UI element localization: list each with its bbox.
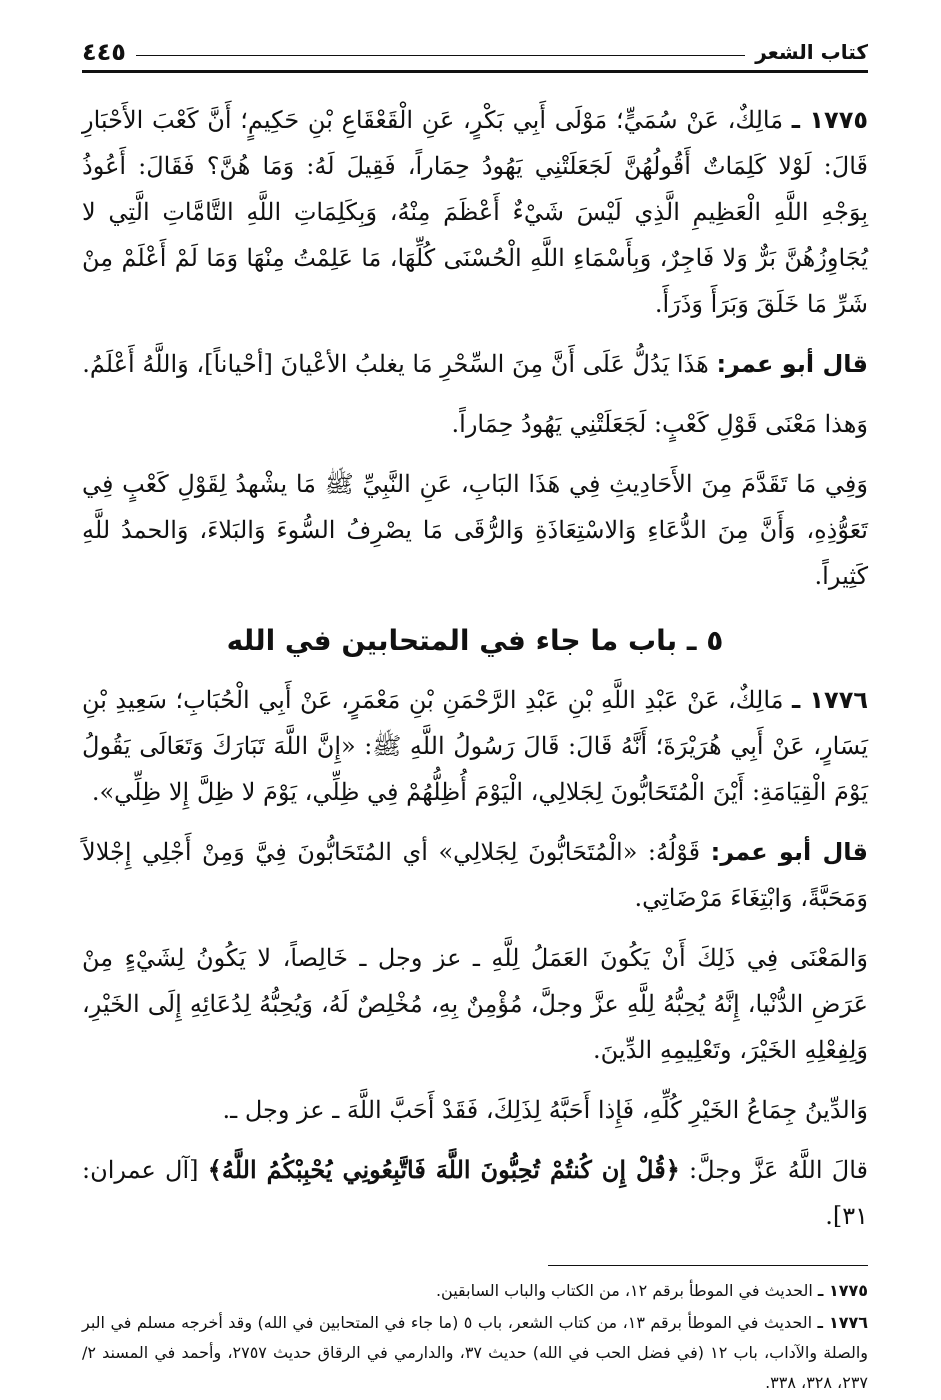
quran-citation-paragraph bbox=[82, 1147, 868, 1239]
commentary-paragraph bbox=[82, 401, 868, 447]
footnote-number: ١٧٧٥ ـ bbox=[817, 1281, 868, 1300]
footnotes bbox=[82, 1276, 868, 1398]
commentary-paragraph bbox=[82, 461, 868, 599]
header-rule bbox=[136, 55, 745, 56]
running-header bbox=[82, 30, 868, 73]
page-number: ٤٤٥ bbox=[82, 38, 126, 66]
commentary-paragraph bbox=[82, 1087, 868, 1133]
footnote bbox=[82, 1308, 868, 1398]
commentary-text: وَالمَعْنَى فِي ذَلِكَ أَنْ يَكُونَ العَمَلُ لِلَّهِ ـ عز وجل ـ خَالِصاً، لا يَكُونُ لِشَيْءٍ مِنْ عَرَضِ الدُّنْيا، إِنَّهُ يُحِبُّهُ لِلَّهِ عزَّ وجلَّ، مُؤْمِنٌ بِهِ، مُخْلِصٌ لَهُ، وَيُحِبُّهُ لِدُعَائِهِ إِلَى الخَيْرِ، وَلِفِعْلِهِ الخَيْرَ، وتَعْلِيمِهِ الدِّينَ. bbox=[82, 944, 868, 1064]
verse-reference: [آل عمران: ٣١]. bbox=[82, 1156, 868, 1230]
page bbox=[82, 30, 868, 1400]
commentary-paragraph bbox=[82, 341, 868, 387]
citation-intro: قالَ اللَّهُ عَزَّ وجلَّ: bbox=[689, 1156, 868, 1184]
book-title: كتاب الشعر bbox=[755, 40, 868, 64]
hadith-text: مَالِكٌ، عَنْ عَبْدِ اللَّهِ بْنِ عَبْدِ الرَّحْمَنِ بْنِ مَعْمَرٍ، عَنْ أَبِي الْحُبَابِ؛ سَعِيدِ بْنِ يَسَارٍ، عَنْ أَبِي هُرَيْرَةَ؛ أَنَّهُ قَالَ: قَالَ رَسُولُ اللَّهِ ﷺ: «إِنَّ اللَّهَ تَبَارَكَ وَتَعَالَى يَقُولُ يَوْمَ الْقِيَامَةِ: أَيْنَ الْمُتَحَابُّونَ لِجَلالِي، الْيَوْمَ أُظِلُّهُمْ فِي ظِلِّي، يَوْمَ لا ظِلَّ إِلا ظِلِّي». bbox=[82, 686, 868, 806]
footnote-text: الحديث في الموطأ برقم ١٢، من الكتاب والباب السابقين. bbox=[435, 1281, 813, 1300]
hadith-number: ١٧٧٦ ـ bbox=[791, 686, 868, 714]
footnote-number: ١٧٧٦ ـ bbox=[817, 1313, 869, 1332]
quran-verse: ﴿قُلْ إِن كُنتُمْ تُحِبُّونَ اللَّهَ فَاتَّبِعُونِي يُحْبِبْكُمُ اللَّهُ﴾ bbox=[207, 1155, 680, 1184]
commentator-label: قال أبو عمر: bbox=[716, 350, 868, 378]
hadith-1776 bbox=[82, 677, 868, 815]
footnote-text: الحديث في الموطأ برقم ١٣، من كتاب الشعر، باب ٥ (ما جاء في المتحابين في الله) وقد أخرجه مسلم في البر والصلة والآداب، باب ١٢ (في فضل الحب في الله) حديث ٣٧، والدارمي في الرقاق حديث ٢٧٥٧، وأحمد في المسند ٢/ ٢٣٧، ٣٢٨، ٣٣٨. bbox=[82, 1313, 869, 1392]
commentary-text: قَوْلُهُ: «الْمُتَحَابُّونَ لِجَلالِي» أي المُتَحَابُّونَ فِيَّ وَمِنْ أَجْلِي إِجْلالاً وَمَحَبَّةً، وَابْتِغَاءَ مَرْضَاتِي. bbox=[82, 838, 868, 912]
hadith-text: مَالِكٌ، عَنْ سُمَيٍّ؛ مَوْلَى أَبِي بَكْرٍ، عَنِ الْقَعْقَاعِ بْنِ حَكِيمٍ؛ أَنَّ كَعْبَ الأَحْبَارِ قَالَ: لَوْلا كَلِمَاتٌ أَقُولُهُنَّ لَجَعَلَتْنِي يَهُودُ حِمَاراً، فَقِيلَ لَهُ: وَمَا هُنَّ؟ فَقَالَ: أَعُوذُ بِوَجْهِ اللَّهِ الْعَظِيمِ الَّذِي لَيْسَ شَيْءٌ أَعْظَمَ مِنْهُ، وَبِكَلِمَاتِ اللَّهِ التَّامَّاتِ الَّتِي لا يُجَاوِزُهُنَّ بَرٌّ وَلا فَاجِرٌ، وَبِأَسْمَاءِ اللَّهِ الْحُسْنَى كُلِّهَا، مَا عَلِمْتُ مِنْهَا وَمَا لَمْ أَعْلَمْ مِنْ شَرِّ مَا خَلَقَ وَبَرَأَ وَذَرَأَ. bbox=[82, 106, 868, 318]
chapter-heading: ٥ ـ باب ما جاء في المتحابين في الله bbox=[226, 624, 724, 657]
hadith-1775 bbox=[82, 97, 868, 327]
footnote-divider bbox=[548, 1265, 868, 1266]
commentator-label: قال أبو عمر: bbox=[710, 838, 869, 866]
commentary-text: وَالدِّينُ جِمَاعُ الخَيْرِ كُلِّهِ، فَإِذا أَحَبَّهُ لِذَلِكَ، فَقَدْ أَحَبَّ اللَّهَ ـ عز وجل ـ. bbox=[222, 1096, 868, 1124]
commentary-text: وَفِي مَا تَقَدَّمَ مِنَ الأَحَادِيثِ فِي هَذَا البَابِ، عَنِ النَّبِيِّ ﷺ مَا يشْهدُ لِقَوْلِ كَعْبٍ فِي تَعَوُّذِهِ، وَأَنَّ مِنَ الدُّعَاءِ وَالاسْتِعَاذَةِ وَالرُّقَى مَا يصْرِفُ السُّوءَ وَالبَلاءَ، وَالحمدُ للَّهِ كَثِيراً. bbox=[82, 470, 868, 590]
commentary-text: وَهذا مَعْنَى قَوْلِ كَعْبٍ: لَجَعَلَتْنِي يَهُودُ حِمَاراً. bbox=[451, 410, 868, 438]
commentary-paragraph bbox=[82, 829, 868, 921]
hadith-number: ١٧٧٥ ـ bbox=[791, 106, 868, 134]
commentary-text: هَذَا يَدُلُّ عَلَى أَنَّ مِنَ السِّحْرِ مَا يغلبُ الأعْيانَ [أحْياناً]، وَاللَّهُ أَعْلَمُ. bbox=[82, 350, 709, 378]
commentary-paragraph bbox=[82, 935, 868, 1073]
footnote bbox=[82, 1276, 868, 1306]
main-text bbox=[82, 97, 868, 1239]
